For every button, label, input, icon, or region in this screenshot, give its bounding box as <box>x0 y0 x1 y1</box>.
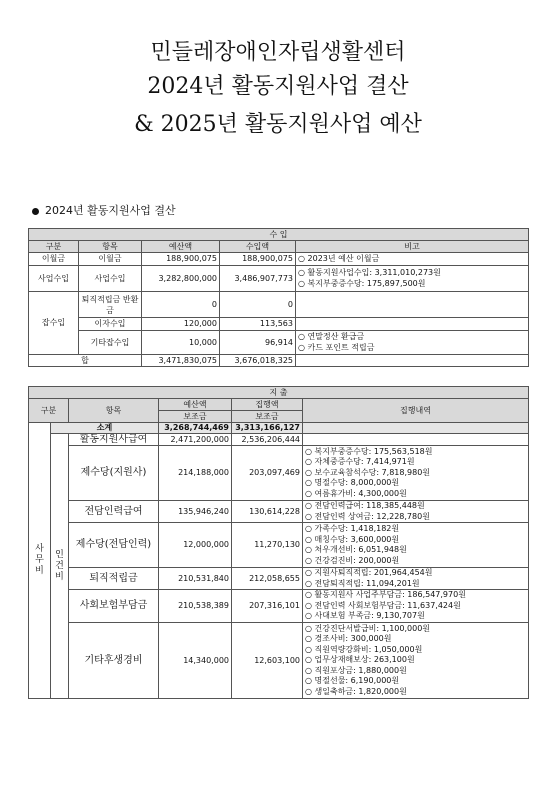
list-item: ○ 명절수당: 8,000,000원 <box>305 478 400 488</box>
list-item: ○ 처우개선비: 6,051,948원 <box>305 545 407 554</box>
list-item: ○ 활동지원사 사업주부담금: 186,547,970원 <box>305 590 466 600</box>
list-item: ○ 지원사퇴직적립: 201,964,454원 <box>305 568 433 577</box>
table-row: 전담인력급여 135,946,240 130,614,228 ○ 전담인력급여: 118,385,448원 ○ 전담인력 상여금: 12,228,780원 <box>29 501 529 523</box>
list-item: ○ 여름휴가비: 4,300,000원 <box>305 488 407 498</box>
list-item: ○ 자체중증수당: 7,414,971원 <box>305 457 415 467</box>
income-total-row: 합 3,471,830,075 3,676,018,325 <box>29 355 529 367</box>
ingeonbi-label: 인건비 <box>51 434 69 699</box>
list-item: ○ 가족수당: 1,418,182원 <box>305 524 400 533</box>
list-item: ○ 건강검진비: 200,000원 <box>305 555 400 565</box>
table-row: 사회보험부담금 210,538,389 207,316,101 ○ 활동지원사 사업주부담금: 186,547,970원 ○ 전담인력 사회보험부담금: 11,637,424원 ○ 사대보험 부족금: 9,130,707원 <box>29 590 529 623</box>
list-item: ○ 보수교육참석수당: 7,818,980원 <box>305 467 431 477</box>
section-heading: 2024년 활동지원사업 결산 <box>32 202 176 218</box>
list-item: ○ 직원포상금: 1,880,000원 <box>305 665 407 675</box>
table-row: 인건비 활동지원사급여 2,471,200,000 2,536,206,444 <box>29 434 529 446</box>
list-item: ○ 건강진단서발급비: 1,100,000원 <box>305 623 431 633</box>
list-item: ○ 업무상재해보상: 263,100원 <box>305 655 415 665</box>
list-item: ○ 생일축하금: 1,820,000원 <box>305 686 407 696</box>
list-item: ○ 매칭수당: 3,600,000원 <box>305 534 400 544</box>
list-item: ○ 전담퇴직적립: 11,094,201원 <box>305 578 420 588</box>
list-item: ○ 전담인력 상여금: 12,228,780원 <box>305 511 430 521</box>
income-row: 잡수입 퇴직적립금 반환금 0 0 <box>29 292 529 318</box>
samubi-label: 사무비 <box>29 423 51 699</box>
title-line-2: 2024년 활동지원사업 결산 <box>147 74 409 99</box>
list-item: ○ 전담인력 사회보험부담금: 11,637,424원 <box>305 600 461 610</box>
income-row: 사업수입 사업수입 3,282,800,000 3,486,907,773 ○ 활동지원사업수입: 3,311,010,273원 ○ 복지부중증수당: 175,897,500원 <box>29 266 529 292</box>
income-table: 수 입 구분 항목 예산액 수입액 비고 이월금 이월금 188,900,075 188,900,075 ○ 2023년 예산 이월금 사업수입 사업수입 3,282,800,000 3,486,907,773 ○ 활동지원사업수입: 3,311,010,273원 ○ 복지부중증수당: 175,897,500원 잡수입 퇴직적립금 반환금 0 0 이자수입 120,000 113,563 기타잡수입 10,000 96,914 ○ 연말정산 환급금 ○ 카드 포인트 적립금 합 3,471,830,075 3,676,018,325 <box>28 228 529 367</box>
list-item: ○ 사대보험 부족금: 9,130,707원 <box>305 611 425 621</box>
title-line-3: & 2025년 활동지원사업 예산 <box>134 112 422 137</box>
income-row: 이자수입 120,000 113,563 <box>29 318 529 331</box>
income-row: 기타잡수입 10,000 96,914 ○ 연말정산 환급금 ○ 카드 포인트 적립금 <box>29 331 529 355</box>
expense-table: 지 출 구분 항목 예산액 집행액 집행내역 보조금 보조금 사무비 소계 3,268,744,469 3,313,166,127 인건비 활동지원사급여 2,471,200,000 2,536,206,444 제수당(지원사) 214,188,000 203,097,469 ○ 복지부중증수당: 175,563,518원 ○ 자체중증수당: 7,414,971원 ○ 보수교육참석수당: 7,818,980원 ○ 명절수당: 8,000,000원 ○ 여름휴가비: 4,300,000원 전담인력급여 135,946,240 130,614,228 ○ 전담인력급여: 118,385,448원 ○ 전담인력 상여금: 12,228,780원 제수당(전담인력) 12,000,000 11,270,130 ○ 가족수당: 1,418,182원 ○ 매칭수당: 3,600,000원 ○ 처우개선비: 6,051,948원 ○ 건강검진비: 200,000원 퇴직적립금 210,531,840 212,058,655 ○ 지원사퇴직적립: 201,964,454원 ○ 전담퇴직적립: 11,094,201원 사회보험부담금 210,538,389 207,316,101 ○ 활동지원사 사업주부담금: 186,547,970원 ○ 전담인력 사회보험부담금: 11,637,424원 ○ 사대보험 부족금: 9,130,707원 기타후생경비 14,340,000 12,603,100 ○ 건강진단서발급비: 1,100,000원 ○ 경조사비: 300,000원 ○ 직원역량강화비: 1,050,000원 ○ 업무상재해보상: 263,100원 ○ 직원포상금: 1,880,000원 ○ 명절선물: 6,190,000원 ○ 생일축하금: 1,820,000원 <box>28 386 529 699</box>
income-row: 이월금 이월금 188,900,075 188,900,075 ○ 2023년 예산 이월금 <box>29 253 529 266</box>
expense-header: 지 출 <box>29 387 529 399</box>
table-row: 제수당(지원사) 214,188,000 203,097,469 ○ 복지부중증수당: 175,563,518원 ○ 자체중증수당: 7,414,971원 ○ 보수교육참석수당: 7,818,980원 ○ 명절수당: 8,000,000원 ○ 여름휴가비: 4,300,000원 <box>29 446 529 501</box>
list-item: ○ 전담인력급여: 118,385,448원 <box>305 501 425 510</box>
list-item: ○ 명절선물: 6,190,000원 <box>305 676 400 686</box>
list-item: ○ 경조사비: 300,000원 <box>305 634 392 644</box>
list-item: ○ 복지부중증수당: 175,563,518원 <box>305 446 433 456</box>
expense-subtotal-row: 사무비 소계 3,268,744,469 3,313,166,127 <box>29 423 529 434</box>
title-line-1: 민들레장애인자립생활센터 <box>150 40 406 65</box>
table-row: 기타후생경비 14,340,000 12,603,100 ○ 건강진단서발급비: 1,100,000원 ○ 경조사비: 300,000원 ○ 직원역량강화비: 1,050,000원 ○ 업무상재해보상: 263,100원 ○ 직원포상금: 1,880,000원 ○ 명절선물: 6,190,000원 ○ 생일축하금: 1,820,000원 <box>29 623 529 699</box>
income-header: 수 입 <box>29 229 529 241</box>
bullet-icon <box>32 208 39 215</box>
list-item: ○ 직원역량강화비: 1,050,000원 <box>305 644 423 654</box>
table-row: 퇴직적립금 210,531,840 212,058,655 ○ 지원사퇴직적립: 201,964,454원 ○ 전담퇴직적립: 11,094,201원 <box>29 568 529 590</box>
table-row: 제수당(전담인력) 12,000,000 11,270,130 ○ 가족수당: 1,418,182원 ○ 매칭수당: 3,600,000원 ○ 처우개선비: 6,051,948원 ○ 건강검진비: 200,000원 <box>29 523 529 568</box>
